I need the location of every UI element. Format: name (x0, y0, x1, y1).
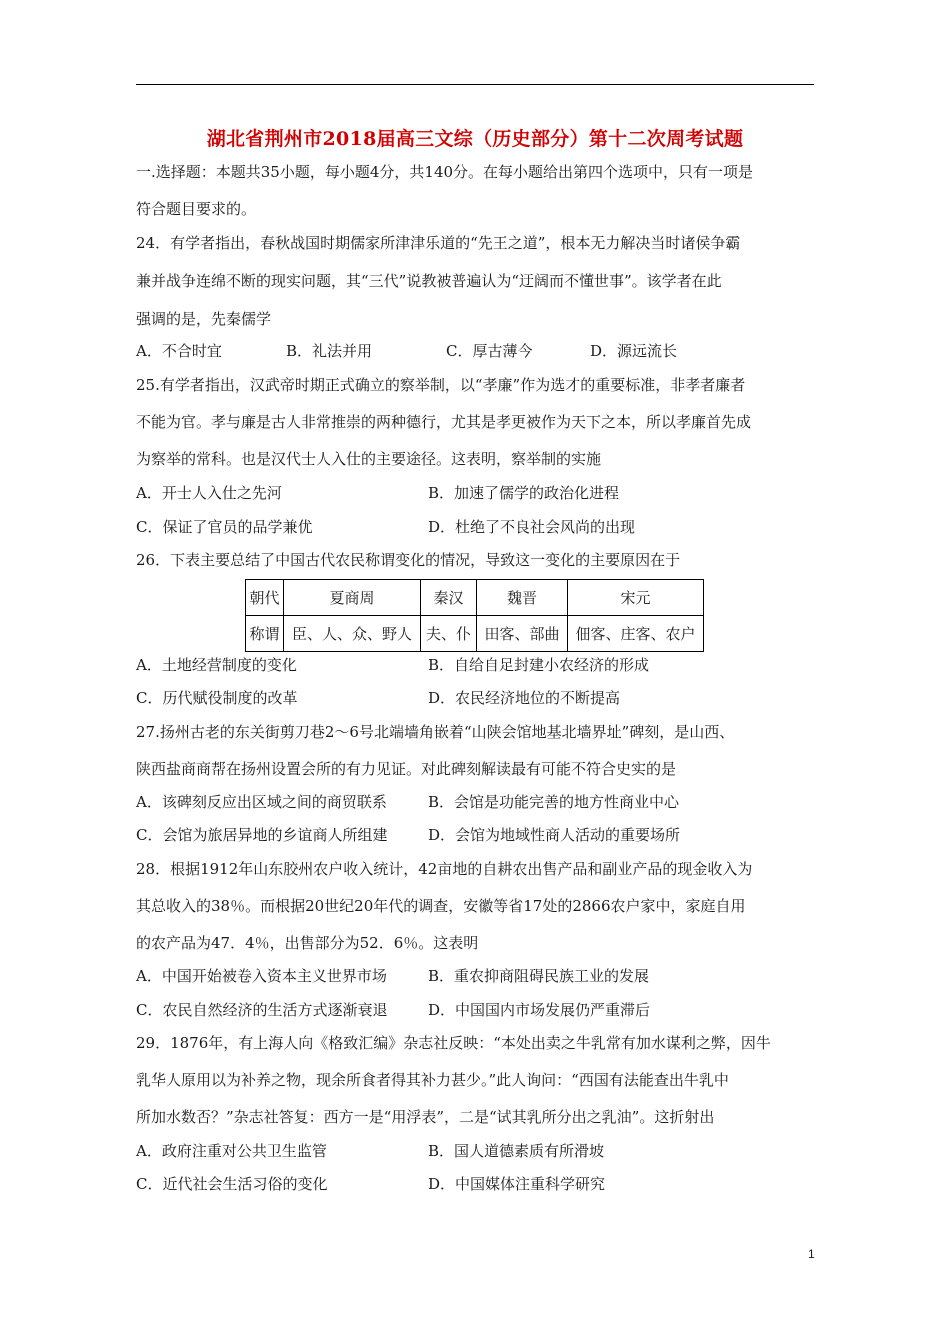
table-cell: 魏晋 (477, 580, 568, 616)
table-cell: 秦汉 (421, 580, 477, 616)
q24-option-a: A．不合时宜 (136, 342, 222, 360)
q24-stem-line: 兼并战争连绵不断的现实问题，其“三代”说教被普遍认为“迂阔而不懂世事”。该学者在此 (136, 272, 722, 290)
page-number: 1 (808, 1247, 815, 1261)
q28-option-c: C．农民自然经济的生活方式逐渐衰退 (136, 1001, 388, 1019)
farmer-title-table (245, 579, 704, 652)
q24-option-d: D．源远流长 (590, 342, 678, 360)
q29-option-b: B．国人道德素质有所滑坡 (428, 1142, 605, 1160)
table-cell: 臣、人、众、野人 (284, 616, 421, 652)
q29-stem-line: 乳华人原用以为补养之物，现余所食者得其补力甚少。”此人询问：“西国有法能查出牛乳中 (136, 1071, 729, 1089)
table-cell: 宋元 (568, 580, 704, 616)
q25-stem-line: 25.有学者指出，汉武帝时期正式确立的察举制，以“孝廉”作为选才的重要标准，非孝者廉者 (136, 376, 746, 394)
q25-option-a: A．开士人入仕之先河 (136, 484, 282, 502)
q25-option-c: C．保证了官员的品学兼优 (136, 518, 313, 536)
table-cell: 夏商周 (284, 580, 421, 616)
table-row (246, 616, 704, 652)
q28-stem-line: 28．根据1912年山东胶州农户收入统计，42亩地的自耕农出售产品和副业产品的现金收入为 (136, 860, 753, 878)
q24-option-c: C．厚古薄今 (446, 342, 533, 360)
q25-stem-line: 不能为官。孝与廉是古人非常推崇的两种德行，尤其是孝更被作为天下之本，所以孝廉首先成 (136, 413, 752, 431)
q29-stem-line: 29．1876年，有上海人向《格致汇编》杂志社反映：“本处出卖之牛乳常有加水谋利之弊，因牛 (136, 1034, 771, 1052)
table-row (246, 580, 704, 616)
page-title: 湖北省荆州市2018届高三文综（历史部分）第十二次周考试题 (206, 128, 744, 150)
table-cell: 佃客、庄客、农户 (568, 616, 704, 652)
q27-option-d: D．会馆为地域性商人活动的重要场所 (428, 826, 681, 844)
q29-option-a: A．政府注重对公共卫生监管 (136, 1142, 327, 1160)
intro-line: 一.选择题：本题共35小题，每小题4分，共140分。在每小题给出第四个选项中，只有一项是 (136, 163, 754, 181)
q25-option-b: B．加速了儒学的政治化进程 (428, 484, 620, 502)
q25-stem-line: 为察举的常科。也是汉代士人入仕的主要途径。这表明，察举制的实施 (136, 450, 602, 468)
q26-option-d: D．农民经济地位的不断提高 (428, 689, 621, 707)
q24-option-b: B．礼法并用 (286, 342, 373, 360)
q28-option-a: A．中国开始被卷入资本主义世界市场 (136, 967, 387, 985)
table-cell: 称谓 (246, 616, 284, 652)
q28-stem-line: 其总收入的38％。而根据20世纪20年代的调查，安徽等省17处的2866农户家中，家庭自用 (136, 897, 746, 915)
q24-stem-line: 24．有学者指出，春秋战国时期儒家所津津乐道的“先王之道”，根本无力解决当时诸侯争霸 (136, 234, 741, 252)
q27-option-c: C．会馆为旅居异地的乡谊商人所组建 (136, 826, 388, 844)
table-cell: 夫、仆 (421, 616, 477, 652)
intro-line: 符合题目要求的。 (136, 200, 257, 218)
q29-option-c: C．近代社会生活习俗的变化 (136, 1175, 328, 1193)
table-cell: 田客、部曲 (477, 616, 568, 652)
q28-option-d: D．中国国内市场发展仍严重滞后 (428, 1001, 651, 1019)
q26-option-a: A．土地经营制度的变化 (136, 656, 297, 674)
q27-stem-line: 27.扬州古老的东关街剪刀巷2～6号北端墙角嵌着“山陕会馆地基北墙界址”碑刻，是山西、 (136, 723, 735, 741)
q28-option-b: B．重农抑商阻碍民族工业的发展 (428, 967, 650, 985)
header-rule (136, 84, 814, 85)
q29-stem-line: 所加水数否？”杂志社答复：西方一是“用浮表”，二是“试其乳所分出之乳油”。这折射出 (136, 1108, 715, 1126)
q29-option-d: D．中国媒体注重科学研究 (428, 1175, 606, 1193)
q26-option-c: C．历代赋役制度的改革 (136, 689, 298, 707)
table-cell: 朝代 (246, 580, 284, 616)
q27-option-a: A．该碑刻反应出区域之间的商贸联系 (136, 793, 387, 811)
q24-stem-line: 强调的是，先秦儒学 (136, 310, 272, 328)
q26-stem-line: 26．下表主要总结了中国古代农民称谓变化的情况，导致这一变化的主要原因在于 (136, 551, 681, 569)
q28-stem-line: 的农产品为47．4％，出售部分为52．6％。这表明 (136, 934, 479, 952)
q27-option-b: B．会馆是功能完善的地方性商业中心 (428, 793, 680, 811)
q27-stem-line: 陕西盐商商帮在扬州设置会所的有力见证。对此碑刻解读最有可能不符合史实的是 (136, 760, 677, 778)
q25-option-d: D．杜绝了不良社会风尚的出现 (428, 518, 636, 536)
q26-option-b: B．自给自足封建小农经济的形成 (428, 656, 650, 674)
